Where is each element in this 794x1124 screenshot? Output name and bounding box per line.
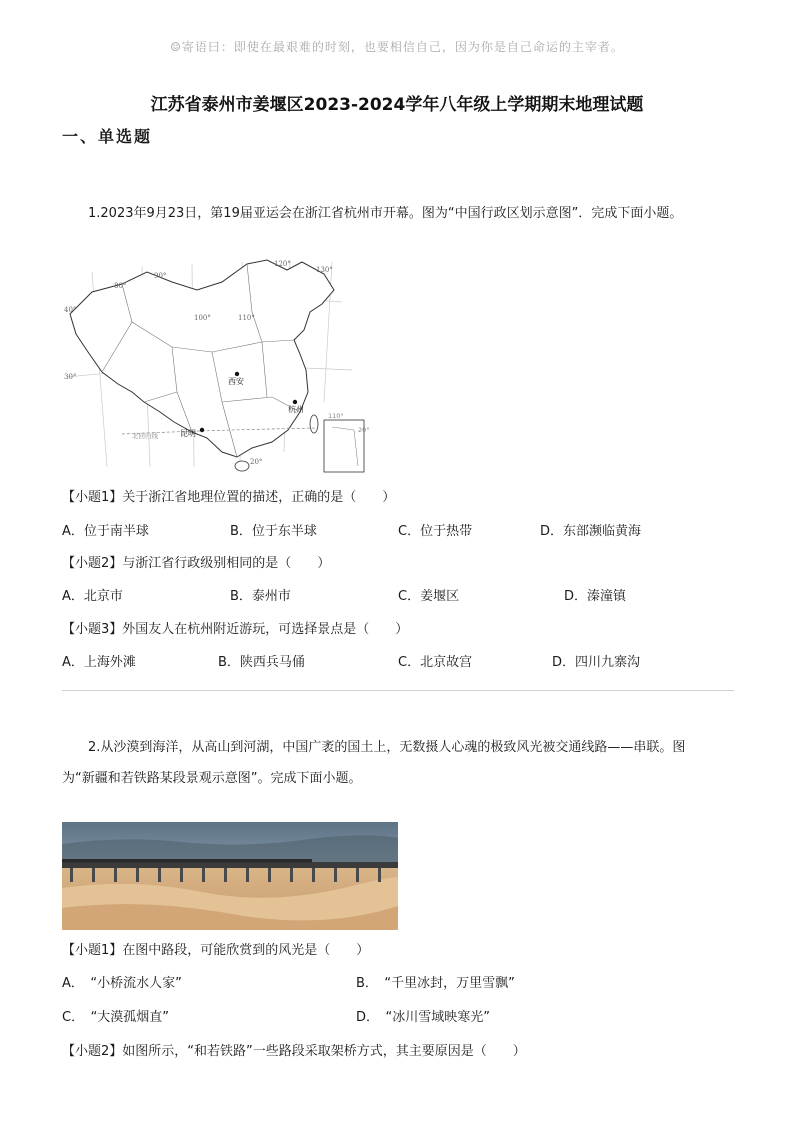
q2-sub1-option-c[interactable]: C． “大漠孤烟直” [62,1010,170,1025]
map-city-hangzhou: 杭州 [288,405,304,414]
q1-sub1-stem: 【小题1】关于浙江省地理位置的描述，正确的是（ ） [62,490,396,505]
q1-sub3-option-d[interactable]: D．四川九寨沟 [552,655,641,670]
china-map-figure [62,252,372,477]
q1-sub1-option-c[interactable]: C．位于热带 [398,524,473,539]
q1-sub2-stem: 【小题2】与浙江省行政级别相同的是（ ） [62,556,331,571]
q1-sub2-option-c[interactable]: C．姜堰区 [398,589,460,604]
map-lat-label: 20° [250,458,263,466]
map-inset-label: 110° [328,412,344,420]
map-lat-label: 40° [64,306,77,314]
q2-sub2-stem: 【小题2】如图所示，“和若铁路”一些路段采取架桥方式，其主要原因是（ ） [62,1044,526,1059]
map-lon-label: 130° [316,266,333,274]
q1-sub1-option-b[interactable]: B．位于东半球 [230,524,317,539]
map-lon-label: 120° [274,260,291,268]
map-lat-label: 30° [64,373,77,381]
map-lon-label: 80° [114,282,127,290]
q1-sub1-option-d[interactable]: D．东部濒临黄海 [540,524,642,539]
map-lon-label: 90° [154,272,167,280]
header-motto: ☺寄语曰：即使在最艰难的时刻，也要相信自己，因为你是自己命运的主宰者。 [170,40,624,54]
question-1-stem: 1.2023年9月23日，第19届亚运会在浙江省杭州市开幕。图为“中国行政区划示意图”．完成下面小题。 [88,206,683,221]
question-divider [62,690,734,691]
map-tropic-label: 北回归线 [132,432,158,440]
q2-sub1-option-b[interactable]: B． “千里冰封，万里雪飘” [356,976,515,991]
q1-sub3-option-c[interactable]: C．北京故宫 [398,655,473,670]
map-inset-lat-label: 20° [358,426,370,434]
q2-sub1-stem: 【小题1】在图中路段，可能欣赏到的风光是（ ） [62,943,370,958]
page-title: 江苏省泰州市姜堰区2023-2024学年八年级上学期期末地理试题 [150,95,644,115]
q1-sub2-option-d[interactable]: D．溱潼镇 [564,589,627,604]
question-2-stem-line2: 为“新疆和若铁路某段景观示意图”。完成下面小题。 [62,771,362,786]
q1-sub2-option-b[interactable]: B．泰州市 [230,589,291,604]
q1-sub3-stem: 【小题3】外国友人在杭州附近游玩，可选择景点是（ ） [62,622,409,637]
q2-sub1-option-a[interactable]: A． “小桥流水人家” [62,976,182,991]
q1-sub3-option-a[interactable]: A．上海外滩 [62,655,136,670]
railway-desert-photo [62,822,398,930]
map-lon-label: 100° [194,314,211,322]
q1-sub1-option-a[interactable]: A．位于南半球 [62,524,149,539]
map-lon-label: 110° [238,314,255,322]
section-heading: 一、单选题 [62,127,153,146]
q1-sub2-option-a[interactable]: A．北京市 [62,589,123,604]
q2-sub1-option-d[interactable]: D． “冰川雪域映寒光” [356,1010,490,1025]
map-city-kunming: 昆明 [180,429,196,438]
question-2-stem-line1: 2.从沙漠到海洋，从高山到河湖，中国广袤的国土上，无数摄人心魂的极致风光被交通线路——串联。图 [88,740,686,755]
q1-sub3-option-b[interactable]: B．陕西兵马俑 [218,655,305,670]
map-city-xian: 西安 [228,377,244,386]
